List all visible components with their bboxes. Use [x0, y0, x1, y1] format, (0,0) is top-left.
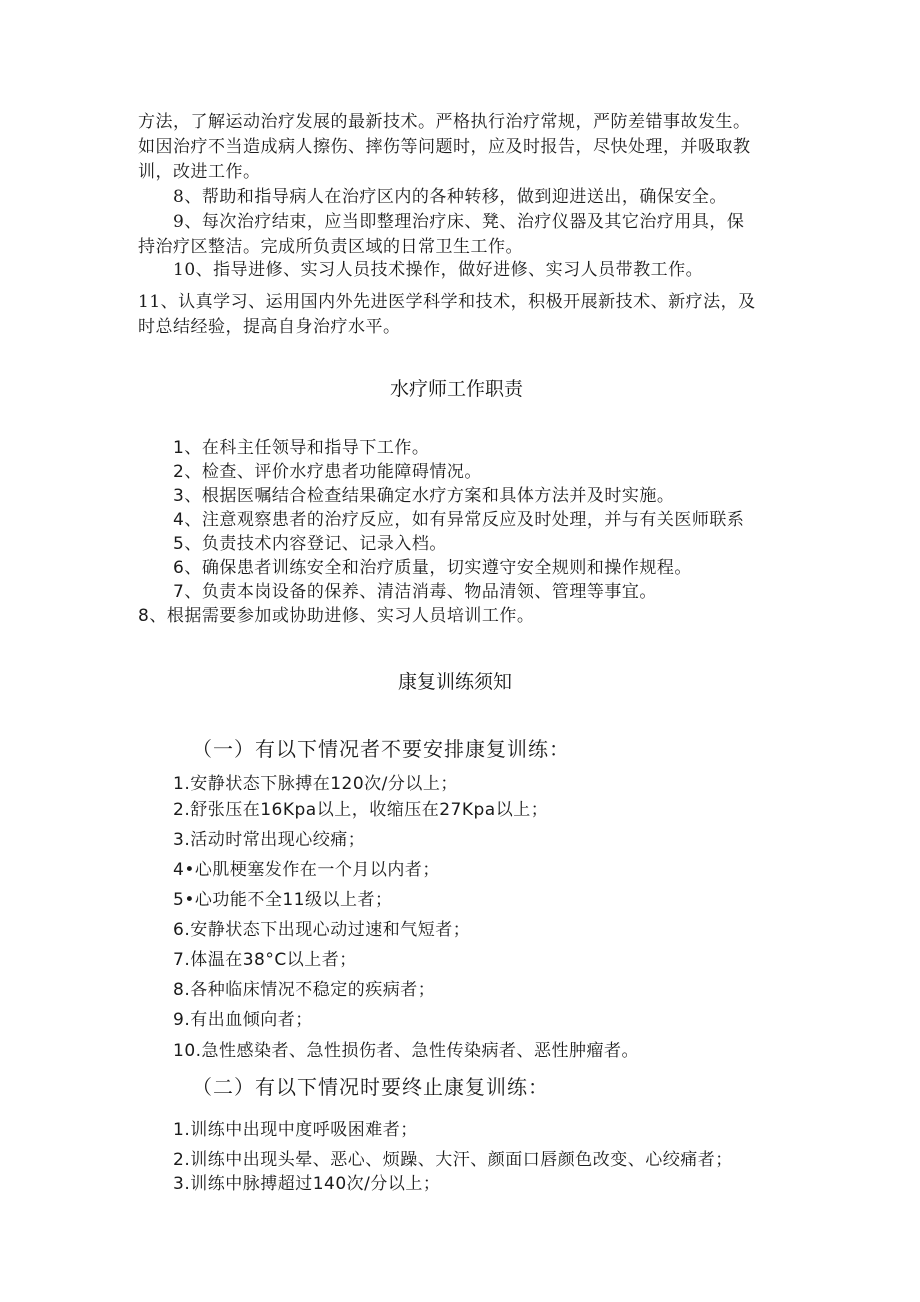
list-item: 8、根据需要参加或协助进修、实习人员培训工作。 [138, 606, 535, 626]
list-item: 3、根据医嘱结合检查结果确定水疗方案和具体方法并及时实施。 [173, 486, 675, 506]
section-title: 水疗师工作职责 [390, 378, 524, 400]
paragraph-line: 持治疗区整洁。完成所负责区域的日常卫生工作。 [138, 237, 523, 257]
list-item: 1、在科主任领导和指导下工作。 [173, 438, 430, 458]
paragraph-line: 如因治疗不当造成病人擦伤、摔伤等问题时，应及时报告，尽快处理，并吸取教 [138, 137, 751, 157]
list-item: 8、帮助和指导病人在治疗区内的各种转移，做到迎进送出，确保安全。 [173, 187, 727, 207]
paragraph-line: 时总结经验，提高自身治疗水平。 [138, 317, 401, 337]
list-item: 9.有出血倾向者； [173, 1010, 313, 1030]
list-item: 3.活动时常出现心绞痛； [173, 830, 366, 850]
list-item: 5、负责技术内容登记、记录入档。 [173, 534, 447, 554]
list-item: 11、认真学习、运用国内外先进医学科学和技术，积极开展新技术、新疗法，及 [138, 292, 756, 312]
list-item: 4、注意观察患者的治疗反应，如有异常反应及时处理，并与有关医师联系 [173, 510, 745, 530]
list-item: 6、确保患者训练安全和治疗质量，切实遵守安全规则和操作规程。 [173, 558, 692, 578]
subsection-heading: （一）有以下情况者不要安排康复训练： [192, 737, 570, 761]
list-item: 4•心肌梗塞发作在一个月以内者； [173, 860, 440, 880]
list-item: 2.训练中出现头晕、恶心、烦躁、大汗、颜面口唇颜色改变、心绞痛者； [173, 1150, 733, 1170]
section-title: 康复训练须知 [398, 671, 513, 693]
list-item: 9、每次治疗结束，应当即整理治疗床、凳、治疗仪器及其它治疗用具，保 [173, 212, 745, 232]
paragraph-line: 方法，了解运动治疗发展的最新技术。严格执行治疗常规，严防差错事故发生。 [138, 112, 751, 132]
list-item: 1.安静状态下脉搏在120次/分以上； [173, 774, 458, 794]
list-item: 2.舒张压在16Kpa以上，收缩压在27Kpa以上； [173, 800, 549, 820]
paragraph-line: 训，改进工作。 [138, 162, 261, 182]
list-item: 3.训练中脉搏超过140次/分以上； [173, 1174, 441, 1194]
subsection-heading: （二）有以下情况时要终止康复训练： [192, 1075, 549, 1099]
list-item: 5•心功能不全11级以上者； [173, 890, 393, 910]
list-item: 10、指导进修、实习人员技术操作，做好进修、实习人员带教工作。 [173, 260, 704, 280]
list-item: 6.安静状态下出现心动过速和气短者； [173, 920, 471, 940]
list-item: 2、检查、评价水疗患者功能障碍情况。 [173, 462, 482, 482]
list-item: 10.急性感染者、急性损伤者、急性传染病者、恶性肿瘤者。 [173, 1041, 640, 1061]
list-item: 1.训练中出现中度呼吸困难者； [173, 1120, 418, 1140]
list-item: 7、负责本岗设备的保养、清洁消毒、物品清领、管理等事宜。 [173, 582, 657, 602]
list-item: 8.各种临床情况不稳定的疾病者； [173, 980, 436, 1000]
list-item: 7.体温在38°C以上者； [173, 950, 357, 970]
